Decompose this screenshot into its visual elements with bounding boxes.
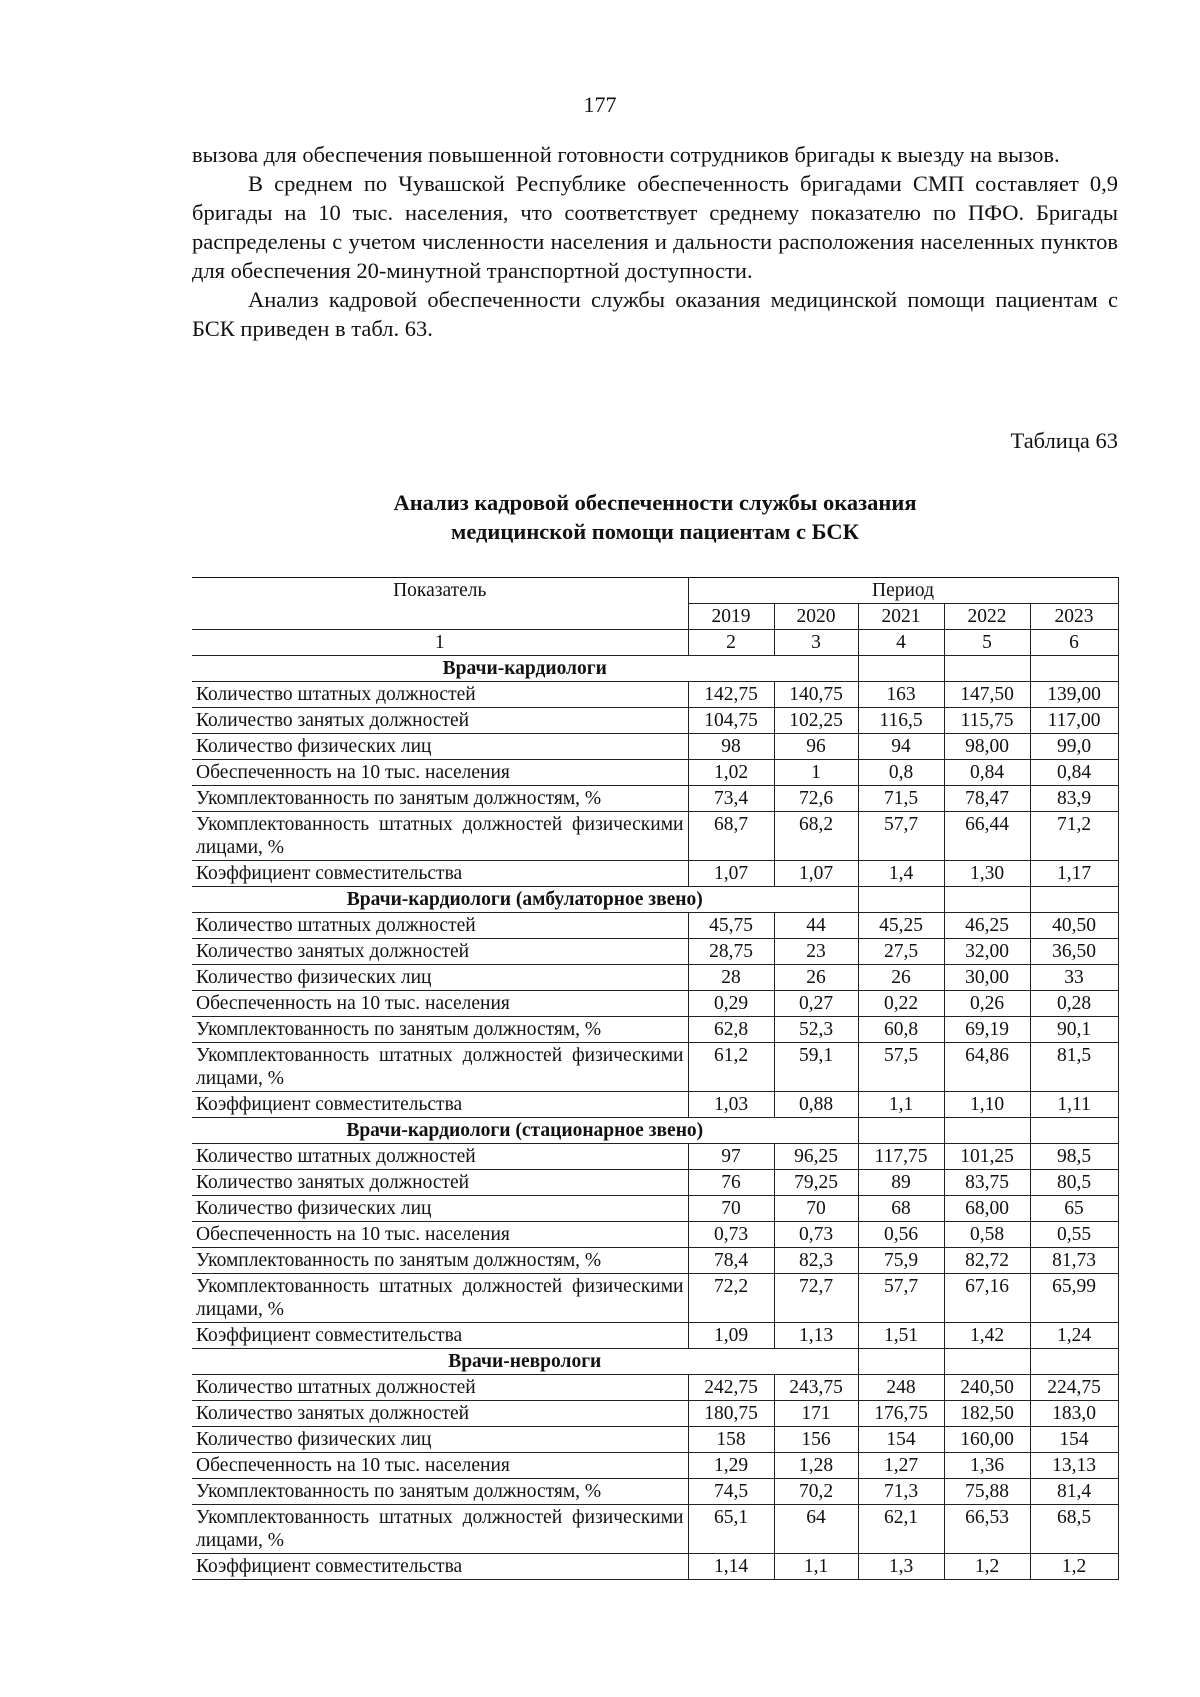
value-cell: 81,4	[1030, 1479, 1118, 1505]
indicator-label: Коэффициент совместительства	[192, 1554, 688, 1580]
table-row	[192, 1479, 1118, 1505]
value-cell: 1,07	[688, 861, 774, 887]
value-cell: 59,1	[774, 1043, 858, 1092]
value-cell: 0,26	[944, 991, 1030, 1017]
table-row	[192, 965, 1118, 991]
value-cell: 182,50	[944, 1401, 1030, 1427]
indicator-label: Укомплектованность штатных должностей физическими лицами, %	[192, 1505, 688, 1554]
value-cell: 96	[774, 734, 858, 760]
value-cell: 1,3	[858, 1554, 944, 1580]
section-row	[192, 1118, 1118, 1144]
value-cell: 90,1	[1030, 1017, 1118, 1043]
value-cell: 1,09	[688, 1323, 774, 1349]
table-row	[192, 786, 1118, 812]
value-cell: 1,03	[688, 1092, 774, 1118]
value-cell: 79,25	[774, 1170, 858, 1196]
value-cell: 0,84	[1030, 760, 1118, 786]
value-cell: 0,22	[858, 991, 944, 1017]
indicator-label: Обеспеченность на 10 тыс. населения	[192, 991, 688, 1017]
indicator-label: Количество занятых должностей	[192, 1170, 688, 1196]
value-cell: 1,30	[944, 861, 1030, 887]
table-row	[192, 861, 1118, 887]
value-cell: 139,00	[1030, 682, 1118, 708]
value-cell: 1,11	[1030, 1092, 1118, 1118]
empty-cell	[1030, 1349, 1118, 1375]
indicator-label: Обеспеченность на 10 тыс. населения	[192, 1453, 688, 1479]
value-cell: 65	[1030, 1196, 1118, 1222]
section-title: Врачи-неврологи	[192, 1349, 858, 1375]
paragraph-3: Анализ кадровой обеспеченности службы оказания медицинской помощи пациентам с БСК приведен в табл. 63.	[192, 287, 1118, 341]
indicator-label: Количество штатных должностей	[192, 1144, 688, 1170]
header-period: Период	[688, 578, 1118, 604]
value-cell: 101,25	[944, 1144, 1030, 1170]
value-cell: 83,9	[1030, 786, 1118, 812]
paragraph-2: В среднем по Чувашской Республике обеспеченность бригадами СМП составляет 0,9 бригады на 10 тыс. населения, что соответствует среднему показателю по ПФО. Бригады распределены с учетом численности населения и дальности расположения населенных пунктов для обеспечения 20-минутной транспортной доступности.	[192, 171, 1118, 283]
indicator-label: Количество физических лиц	[192, 965, 688, 991]
value-cell: 1,36	[944, 1453, 1030, 1479]
table-row	[192, 1505, 1118, 1554]
table-caption: Таблица 63	[1010, 428, 1118, 453]
value-cell: 0,56	[858, 1222, 944, 1248]
table-row	[192, 1554, 1118, 1580]
table-row	[192, 1323, 1118, 1349]
body-text	[192, 140, 1118, 343]
value-cell: 1,07	[774, 861, 858, 887]
column-number: 6	[1030, 630, 1118, 656]
value-cell: 68,2	[774, 812, 858, 861]
value-cell: 183,0	[1030, 1401, 1118, 1427]
indicator-label: Количество занятых должностей	[192, 939, 688, 965]
table-row	[192, 1453, 1118, 1479]
empty-cell	[858, 1118, 944, 1144]
value-cell: 52,3	[774, 1017, 858, 1043]
empty-cell	[858, 656, 944, 682]
value-cell: 98	[688, 734, 774, 760]
empty-cell	[1030, 887, 1118, 913]
value-cell: 75,88	[944, 1479, 1030, 1505]
table-row	[192, 1274, 1118, 1323]
table-row	[192, 1222, 1118, 1248]
value-cell: 1,24	[1030, 1323, 1118, 1349]
column-number: 3	[774, 630, 858, 656]
value-cell: 0,27	[774, 991, 858, 1017]
value-cell: 72,7	[774, 1274, 858, 1323]
empty-cell	[944, 656, 1030, 682]
value-cell: 78,47	[944, 786, 1030, 812]
indicator-label: Укомплектованность по занятым должностям, %	[192, 1479, 688, 1505]
empty-cell	[944, 1118, 1030, 1144]
indicator-label: Количество физических лиц	[192, 1427, 688, 1453]
column-number: 5	[944, 630, 1030, 656]
header-year: 2021	[858, 604, 944, 630]
header-year: 2019	[688, 604, 774, 630]
value-cell: 81,5	[1030, 1043, 1118, 1092]
indicator-label: Количество занятых должностей	[192, 708, 688, 734]
table-row	[192, 812, 1118, 861]
value-cell: 13,13	[1030, 1453, 1118, 1479]
value-cell: 57,5	[858, 1043, 944, 1092]
section-row	[192, 656, 1118, 682]
page-number: 177	[583, 92, 617, 117]
value-cell: 64,86	[944, 1043, 1030, 1092]
table-row	[192, 939, 1118, 965]
value-cell: 45,75	[688, 913, 774, 939]
value-cell: 176,75	[858, 1401, 944, 1427]
value-cell: 75,9	[858, 1248, 944, 1274]
table-row	[192, 1043, 1118, 1092]
value-cell: 1,27	[858, 1453, 944, 1479]
table-row	[192, 1196, 1118, 1222]
value-cell: 242,75	[688, 1375, 774, 1401]
indicator-label: Коэффициент совместительства	[192, 1323, 688, 1349]
value-cell: 115,75	[944, 708, 1030, 734]
value-cell: 70	[774, 1196, 858, 1222]
value-cell: 64	[774, 1505, 858, 1554]
value-cell: 46,25	[944, 913, 1030, 939]
empty-cell	[944, 887, 1030, 913]
indicator-label: Укомплектованность штатных должностей физическими лицами, %	[192, 812, 688, 861]
value-cell: 69,19	[944, 1017, 1030, 1043]
value-cell: 94	[858, 734, 944, 760]
value-cell: 104,75	[688, 708, 774, 734]
value-cell: 89	[858, 1170, 944, 1196]
value-cell: 36,50	[1030, 939, 1118, 965]
table-row	[192, 913, 1118, 939]
value-cell: 0,58	[944, 1222, 1030, 1248]
value-cell: 33	[1030, 965, 1118, 991]
value-cell: 1	[774, 760, 858, 786]
table-row	[192, 1092, 1118, 1118]
column-number: 2	[688, 630, 774, 656]
value-cell: 27,5	[858, 939, 944, 965]
value-cell: 72,2	[688, 1274, 774, 1323]
table-title	[192, 488, 1118, 546]
value-cell: 71,2	[1030, 812, 1118, 861]
table-row	[192, 991, 1118, 1017]
table-row	[192, 734, 1118, 760]
value-cell: 68,5	[1030, 1505, 1118, 1554]
value-cell: 71,5	[858, 786, 944, 812]
value-cell: 224,75	[1030, 1375, 1118, 1401]
value-cell: 97	[688, 1144, 774, 1170]
value-cell: 0,73	[774, 1222, 858, 1248]
value-cell: 1,02	[688, 760, 774, 786]
table-title-line-1: Анализ кадровой обеспеченности службы оказания	[393, 490, 917, 515]
header-year: 2020	[774, 604, 858, 630]
table-row	[192, 1427, 1118, 1453]
value-cell: 156	[774, 1427, 858, 1453]
section-title: Врачи-кардиологи	[192, 656, 858, 682]
table-row	[192, 1170, 1118, 1196]
value-cell: 45,25	[858, 913, 944, 939]
table-row	[192, 1248, 1118, 1274]
value-cell: 1,17	[1030, 861, 1118, 887]
indicator-label: Коэффициент совместительства	[192, 1092, 688, 1118]
value-cell: 23	[774, 939, 858, 965]
value-cell: 248	[858, 1375, 944, 1401]
value-cell: 82,72	[944, 1248, 1030, 1274]
value-cell: 67,16	[944, 1274, 1030, 1323]
value-cell: 81,73	[1030, 1248, 1118, 1274]
value-cell: 70	[688, 1196, 774, 1222]
value-cell: 57,7	[858, 1274, 944, 1323]
value-cell: 154	[1030, 1427, 1118, 1453]
table-row	[192, 1017, 1118, 1043]
value-cell: 78,4	[688, 1248, 774, 1274]
table-row	[192, 1144, 1118, 1170]
value-cell: 0,28	[1030, 991, 1118, 1017]
value-cell: 44	[774, 913, 858, 939]
indicator-label: Укомплектованность штатных должностей физическими лицами, %	[192, 1043, 688, 1092]
value-cell: 0,8	[858, 760, 944, 786]
table-row	[192, 682, 1118, 708]
value-cell: 68	[858, 1196, 944, 1222]
value-cell: 66,44	[944, 812, 1030, 861]
value-cell: 40,50	[1030, 913, 1118, 939]
paragraph-1: вызова для обеспечения повышенной готовности сотрудников бригады к выезду на вызов.	[192, 142, 1060, 167]
value-cell: 160,00	[944, 1427, 1030, 1453]
value-cell: 66,53	[944, 1505, 1030, 1554]
value-cell: 1,1	[858, 1092, 944, 1118]
value-cell: 0,88	[774, 1092, 858, 1118]
value-cell: 74,5	[688, 1479, 774, 1505]
value-cell: 1,29	[688, 1453, 774, 1479]
value-cell: 68,7	[688, 812, 774, 861]
value-cell: 82,3	[774, 1248, 858, 1274]
value-cell: 62,1	[858, 1505, 944, 1554]
value-cell: 30,00	[944, 965, 1030, 991]
value-cell: 99,0	[1030, 734, 1118, 760]
value-cell: 171	[774, 1401, 858, 1427]
value-cell: 73,4	[688, 786, 774, 812]
empty-cell	[858, 1349, 944, 1375]
value-cell: 60,8	[858, 1017, 944, 1043]
value-cell: 1,51	[858, 1323, 944, 1349]
section-title: Врачи-кардиологи (стационарное звено)	[192, 1118, 858, 1144]
value-cell: 158	[688, 1427, 774, 1453]
value-cell: 76	[688, 1170, 774, 1196]
table-row	[192, 1401, 1118, 1427]
value-cell: 98,5	[1030, 1144, 1118, 1170]
indicator-label: Количество занятых должностей	[192, 1401, 688, 1427]
value-cell: 98,00	[944, 734, 1030, 760]
value-cell: 102,25	[774, 708, 858, 734]
indicator-label: Количество штатных должностей	[192, 1375, 688, 1401]
value-cell: 57,7	[858, 812, 944, 861]
indicator-label: Количество физических лиц	[192, 734, 688, 760]
value-cell: 80,5	[1030, 1170, 1118, 1196]
value-cell: 180,75	[688, 1401, 774, 1427]
value-cell: 1,28	[774, 1453, 858, 1479]
value-cell: 154	[858, 1427, 944, 1453]
table-row	[192, 1375, 1118, 1401]
value-cell: 117,75	[858, 1144, 944, 1170]
value-cell: 1,42	[944, 1323, 1030, 1349]
indicator-label: Обеспеченность на 10 тыс. населения	[192, 1222, 688, 1248]
indicator-label: Количество штатных должностей	[192, 913, 688, 939]
value-cell: 140,75	[774, 682, 858, 708]
value-cell: 65,99	[1030, 1274, 1118, 1323]
value-cell: 72,6	[774, 786, 858, 812]
value-cell: 83,75	[944, 1170, 1030, 1196]
value-cell: 0,29	[688, 991, 774, 1017]
indicator-label: Укомплектованность по занятым должностям, %	[192, 1248, 688, 1274]
value-cell: 28,75	[688, 939, 774, 965]
value-cell: 28	[688, 965, 774, 991]
value-cell: 32,00	[944, 939, 1030, 965]
value-cell: 142,75	[688, 682, 774, 708]
table-row	[192, 708, 1118, 734]
value-cell: 163	[858, 682, 944, 708]
indicator-label: Обеспеченность на 10 тыс. населения	[192, 760, 688, 786]
section-title: Врачи-кардиологи (амбулаторное звено)	[192, 887, 858, 913]
value-cell: 70,2	[774, 1479, 858, 1505]
section-row	[192, 887, 1118, 913]
empty-cell	[944, 1349, 1030, 1375]
table-row	[192, 760, 1118, 786]
value-cell: 1,10	[944, 1092, 1030, 1118]
header-year: 2023	[1030, 604, 1118, 630]
column-number: 4	[858, 630, 944, 656]
column-number: 1	[192, 630, 688, 656]
staffing-table	[192, 577, 1119, 1580]
header-indicator: Показатель	[192, 578, 688, 630]
value-cell: 1,4	[858, 861, 944, 887]
value-cell: 0,84	[944, 760, 1030, 786]
indicator-label: Укомплектованность по занятым должностям, %	[192, 1017, 688, 1043]
value-cell: 1,13	[774, 1323, 858, 1349]
value-cell: 71,3	[858, 1479, 944, 1505]
indicator-label: Коэффициент совместительства	[192, 861, 688, 887]
value-cell: 240,50	[944, 1375, 1030, 1401]
value-cell: 1,1	[774, 1554, 858, 1580]
value-cell: 68,00	[944, 1196, 1030, 1222]
section-row	[192, 1349, 1118, 1375]
empty-cell	[1030, 1118, 1118, 1144]
value-cell: 0,73	[688, 1222, 774, 1248]
indicator-label: Количество штатных должностей	[192, 682, 688, 708]
table-title-line-2: медицинской помощи пациентам с БСК	[451, 519, 859, 544]
value-cell: 116,5	[858, 708, 944, 734]
value-cell: 26	[774, 965, 858, 991]
value-cell: 61,2	[688, 1043, 774, 1092]
value-cell: 62,8	[688, 1017, 774, 1043]
value-cell: 96,25	[774, 1144, 858, 1170]
value-cell: 1,2	[1030, 1554, 1118, 1580]
indicator-label: Количество физических лиц	[192, 1196, 688, 1222]
value-cell: 117,00	[1030, 708, 1118, 734]
indicator-label: Укомплектованность штатных должностей физическими лицами, %	[192, 1274, 688, 1323]
value-cell: 26	[858, 965, 944, 991]
value-cell: 65,1	[688, 1505, 774, 1554]
value-cell: 1,2	[944, 1554, 1030, 1580]
value-cell: 147,50	[944, 682, 1030, 708]
empty-cell	[858, 887, 944, 913]
header-year: 2022	[944, 604, 1030, 630]
value-cell: 0,55	[1030, 1222, 1118, 1248]
value-cell: 243,75	[774, 1375, 858, 1401]
value-cell: 1,14	[688, 1554, 774, 1580]
empty-cell	[1030, 656, 1118, 682]
indicator-label: Укомплектованность по занятым должностям, %	[192, 786, 688, 812]
